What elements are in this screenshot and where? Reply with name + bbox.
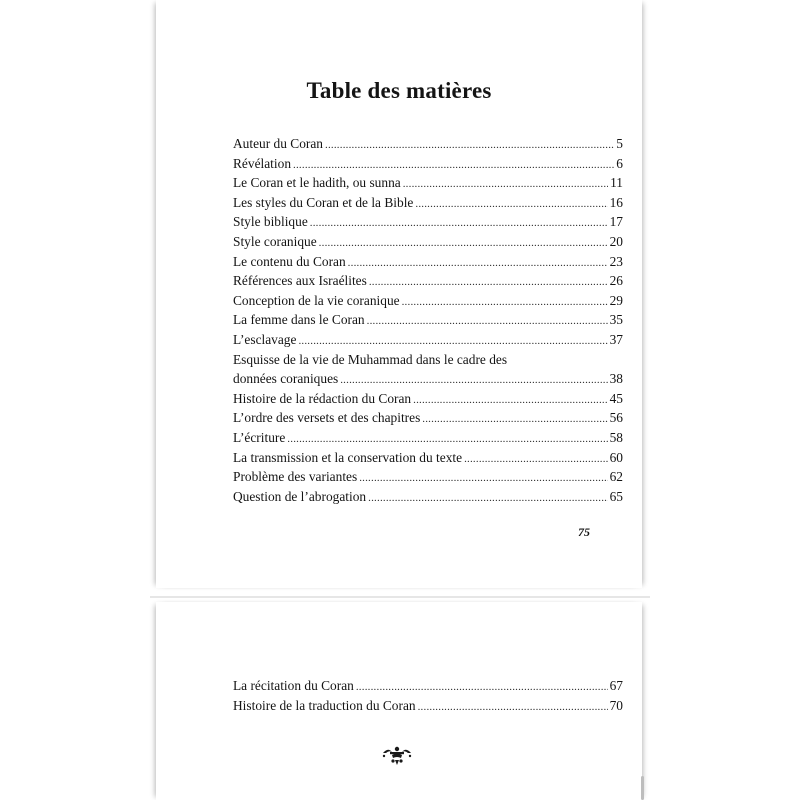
dot-leader xyxy=(415,195,607,215)
toc-entry-label-line1: Esquisse de la vie de Muhammad dans le cadre des xyxy=(233,351,508,367)
toc-entry-label: Les styles du Coran et de la Bible xyxy=(233,194,414,210)
toc-entry-label: Style coranique xyxy=(233,233,317,249)
toc-entry-label: La transmission et la conservation du texte xyxy=(233,449,463,465)
toc-entry-label: Question de l’abrogation xyxy=(233,488,367,504)
toc-entry-page: 16 xyxy=(609,194,623,210)
toc-entry[interactable] xyxy=(233,154,623,174)
toc-entry-label: L’ordre des versets et des chapitres xyxy=(233,410,421,426)
table-of-contents xyxy=(233,134,623,506)
dot-leader xyxy=(402,293,608,313)
toc-entry-page: 35 xyxy=(609,312,623,328)
toc-entry-page: 11 xyxy=(610,175,623,191)
dot-leader xyxy=(298,332,607,352)
toc-entry[interactable] xyxy=(233,448,623,468)
page-title: Table des matières xyxy=(306,78,492,103)
toc-entry-page: 29 xyxy=(609,292,623,308)
toc-entry-label: Auteur du Coran xyxy=(233,136,323,151)
toc-entry-first-line[interactable] xyxy=(233,350,623,370)
toc-entry[interactable] xyxy=(233,271,623,291)
page-number: 75 xyxy=(578,525,590,539)
toc-entry-label: Révélation xyxy=(233,155,292,171)
toc-entry-page: 5 xyxy=(616,136,623,151)
table-of-contents-continued xyxy=(233,676,623,715)
toc-entry-page: 6 xyxy=(616,155,623,171)
toc-entry-page: 60 xyxy=(609,449,623,465)
toc-entry-label: La récitation du Coran xyxy=(233,678,354,693)
toc-entry[interactable] xyxy=(233,428,623,448)
dot-leader xyxy=(310,214,608,234)
dot-leader xyxy=(418,698,608,718)
scrollbar-thumb[interactable] xyxy=(641,776,644,800)
toc-entry-page: 62 xyxy=(609,469,623,485)
toc-entry[interactable] xyxy=(233,696,623,716)
toc-entry-page: 70 xyxy=(609,697,623,713)
toc-entry[interactable] xyxy=(233,369,623,389)
toc-entry[interactable] xyxy=(233,467,623,487)
document-page-75 xyxy=(156,0,642,588)
dot-leader xyxy=(413,391,607,411)
dot-leader xyxy=(368,489,607,509)
dot-leader xyxy=(348,254,608,274)
toc-entry-page: 65 xyxy=(609,488,623,504)
toc-entry-label: données coraniques xyxy=(233,371,339,387)
toc-entry-label: Le Coran et le hadith, ou sunna xyxy=(233,175,401,191)
toc-entry-label: Le contenu du Coran xyxy=(233,253,346,269)
toc-entry-label: L’écriture xyxy=(233,429,286,445)
dot-leader xyxy=(359,469,607,489)
toc-entry[interactable] xyxy=(233,252,623,272)
toc-entry[interactable] xyxy=(233,310,623,330)
toc-entry-page: 45 xyxy=(609,390,623,406)
toc-entry-page: 58 xyxy=(609,429,623,445)
page-divider xyxy=(150,596,650,598)
document-page-next xyxy=(156,602,642,800)
toc-entry[interactable] xyxy=(233,408,623,428)
dot-leader xyxy=(319,234,608,254)
toc-entry[interactable] xyxy=(233,212,623,232)
toc-entry[interactable] xyxy=(233,134,623,154)
dot-leader xyxy=(369,273,608,293)
toc-entry-label: Histoire de la rédaction du Coran xyxy=(233,390,412,406)
toc-entry[interactable] xyxy=(233,330,623,350)
toc-entry-label: Références aux Israélites xyxy=(233,273,367,289)
toc-entry-page: 56 xyxy=(609,410,623,426)
dot-leader xyxy=(325,136,614,156)
toc-entry-page: 23 xyxy=(609,253,623,269)
dot-leader xyxy=(422,410,607,430)
toc-entry[interactable] xyxy=(233,173,623,193)
toc-entry[interactable] xyxy=(233,389,623,409)
toc-entry-label: Problème des variantes xyxy=(233,469,358,485)
dot-leader xyxy=(464,450,608,470)
toc-entry-label: Histoire de la traduction du Coran xyxy=(233,697,416,713)
toc-entry-page: 37 xyxy=(609,331,623,347)
toc-entry-label: La femme dans le Coran xyxy=(233,312,365,328)
dot-leader xyxy=(403,175,608,195)
toc-entry[interactable] xyxy=(233,291,623,311)
toc-entry-page: 20 xyxy=(609,233,623,249)
floral-ornament-icon xyxy=(380,744,414,766)
toc-entry-page: 67 xyxy=(609,678,623,693)
toc-entry[interactable] xyxy=(233,487,623,507)
toc-entry[interactable] xyxy=(233,232,623,252)
toc-entry-page: 38 xyxy=(609,371,623,387)
toc-entry[interactable] xyxy=(233,193,623,213)
toc-entry-label: Conception de la vie coranique xyxy=(233,292,400,308)
toc-entry-page: 17 xyxy=(609,214,623,230)
toc-entry-label: L’esclavage xyxy=(233,331,297,347)
toc-entry-page: 26 xyxy=(609,273,623,289)
toc-entry-label: Style biblique xyxy=(233,214,308,230)
dot-leader xyxy=(367,312,608,332)
toc-entry[interactable] xyxy=(233,676,623,696)
